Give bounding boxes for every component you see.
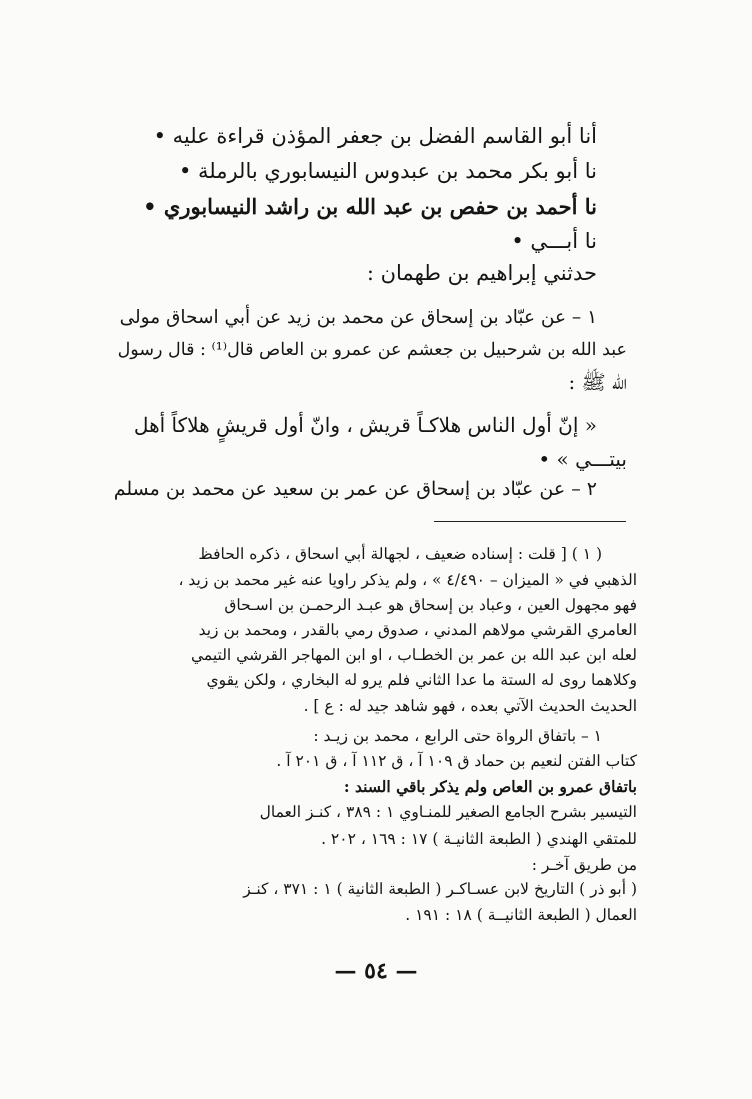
matn-line: بيتـــي » • [538, 447, 627, 471]
hadith-line: عبد الله بن شرحبيل بن جعشم عن عمرو بن العاص قال⁽¹⁾ : قال رسول [117, 340, 627, 360]
footnote-line: ( ١ ) [ قلت : إسناده ضعيف ، لجهالة أبي اسحاق ، ذكره الحافظ [198, 545, 602, 563]
takhrij-line: ( أبو ذر ) التاريخ لابن عسـاكـر ( الطبعة الثانية ) ١ : ٣٧١ ، كنـز [243, 880, 637, 898]
footnote-separator [434, 521, 626, 522]
footnote-line: وكلاهما روى له الستة ما عدا الثاني فلم يرو له البخاري ، ولكن يقوي [206, 671, 637, 689]
takhrij-line: ١ – باتفاق الرواة حتى الرابع ، محمد بن زيـد : [313, 727, 602, 745]
isnad-line: نا أحمد بن حفص بن عبد الله بن راشد النيسابوري • [143, 194, 597, 219]
page-number: — ٥٤ — [334, 958, 418, 984]
isnad-line: نا أبـــي • [511, 229, 597, 253]
footnote-line: فهو مجهول العين ، وعباد بن إسحاق هو عبـد الرحمـن بن اسـحاق [224, 596, 637, 614]
takhrij-line: العمال ( الطبعة الثانيــة ) ١٨ : ١٩١ . [405, 906, 637, 924]
isnad-line: حدثني إبراهيم بن طهمان : [366, 261, 597, 285]
takhrij-line: من طريق آخـر : [531, 856, 637, 874]
footnote-line: الذهبي في « الميزان – ٤/٤٩٠ » ، ولم يذكر راويا عنه غير محمد بن زيد ، [178, 571, 637, 589]
isnad-line: أنا أبو القاسم الفضل بن جعفر المؤذن قراءة عليه • [153, 124, 597, 148]
footnote-line: لعله ابن عبد الله بن عمر بن الخطـاب ، او ابن المهاجر القرشي التيمي [190, 646, 637, 664]
isnad-line: نا أبو بكر محمد بن عبدوس النيسابوري بالرملة • [178, 159, 597, 183]
footnote-line: العامري القرشي مولاهم المدني ، صدوق رمي بالقدر ، ومحمد بن زيد [198, 621, 637, 639]
matn-line: « إنّ أول الناس هلاكـاً قريش ، وانّ أول قريشٍ هلاكاً أهل [133, 413, 597, 437]
takhrij-line: التيسير بشرح الجامع الصغير للمنـاوي ١ : ٣٨٩ ، كنـز العمال [259, 803, 637, 821]
hadith-line: الله ﷺ : [568, 370, 627, 394]
footnote-line: الحديث الحديث الآتي بعده ، فهو شاهد جيد له : ع ] . [303, 697, 637, 715]
takhrij-line: باتفاق عمرو بن العاص ولم يذكر باقي السند : [343, 777, 637, 796]
hadith-line: ١ – عن عبّاد بن إسحاق عن محمد بن زيد عن أبي اسحاق مولى [119, 307, 597, 328]
takhrij-line: كتاب الفتن لنعيم بن حماد ق ١٠٩ آ ، ق ١١٢ آ ، ق ٢٠١ آ . [276, 752, 637, 770]
hadith-line: ٢ – عن عبّاد بن إسحاق عن عمر بن سعيد عن محمد بن مسلم [113, 478, 597, 500]
takhrij-line: للمتقي الهندي ( الطبعة الثانيـة ) ١٧ : ١٦٩ ، ٢٠٢ . [321, 830, 637, 848]
